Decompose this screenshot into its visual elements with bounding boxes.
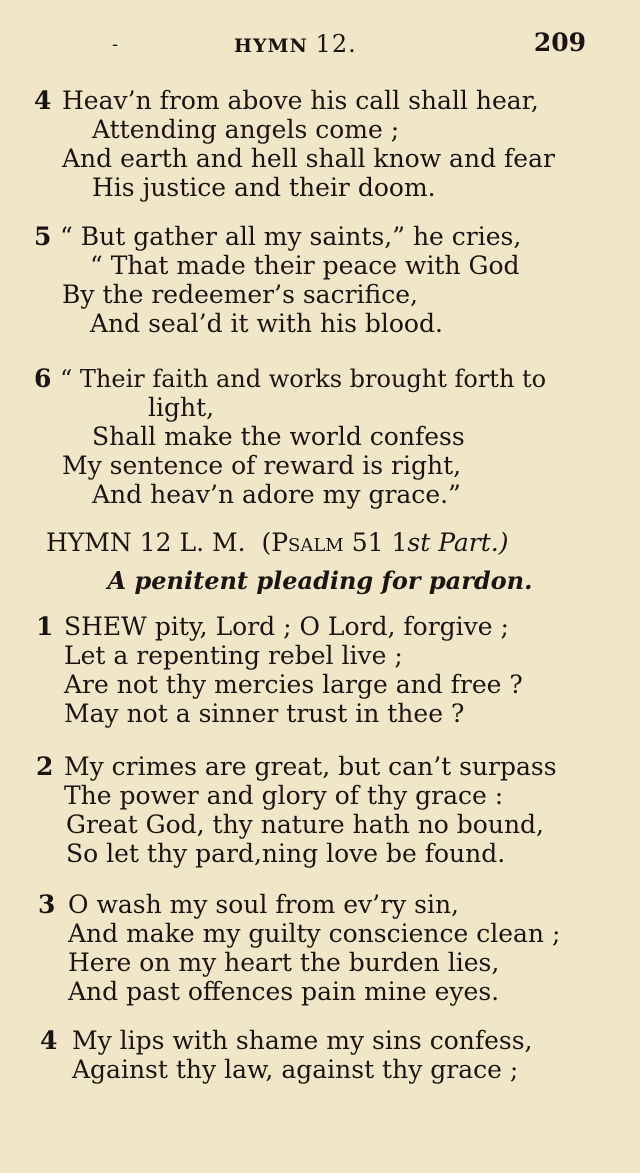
verse-line: And past offences pain mine eyes. — [68, 977, 500, 1006]
verse-line: light, — [148, 393, 215, 422]
verse-number: 5 — [34, 222, 52, 251]
verse-line: Against thy law, against thy grace ; — [72, 1055, 519, 1084]
verse-line: And seal’d it with his blood. — [90, 309, 443, 338]
hymn-subtitle: A penitent pleading for pardon. — [107, 566, 533, 595]
verse-line: “ Their faith and works brought forth to — [60, 365, 547, 393]
running-title-text: HYMN — [234, 35, 308, 57]
verse-line: And make my guilty conscience clean ; — [68, 919, 561, 948]
verse-line: By the redeemer’s sacrifice, — [62, 280, 418, 309]
verse-line: Shall make the world confess — [92, 422, 465, 451]
verse-line: My sentence of reward is right, — [62, 451, 462, 480]
verse-line: May not a sinner trust in thee ? — [64, 699, 465, 728]
verse-line: The power and glory of thy grace : — [64, 781, 504, 810]
hymn-psalm-part: Part.) — [438, 528, 509, 557]
verse-line: Let a repenting rebel live ; — [64, 641, 403, 670]
verse-line: And earth and hell shall know and fear — [62, 144, 555, 173]
header-dash: - — [112, 34, 119, 55]
verse-number: 1 — [36, 612, 54, 641]
verse-line: My lips with shame my sins confess, — [72, 1026, 533, 1055]
verse-line: Heav’n from above his call shall hear, — [62, 86, 539, 115]
verse-number: 4 — [34, 86, 52, 115]
verse-line: Here on my heart the burden lies, — [68, 948, 500, 977]
verse-line: His justice and their doom. — [92, 173, 436, 202]
verse-line: “ That made their peace with God — [90, 251, 520, 280]
page-header — [0, 30, 640, 60]
hymn-psalm-ordinal: st — [407, 528, 431, 557]
verse-line: Attending angels come ; — [92, 115, 400, 144]
verse-line: So let thy pard,ning love be found. — [66, 839, 506, 868]
running-title-number: 12. — [315, 30, 357, 58]
hymn-title-main: HYMN 12 L. M. — [46, 528, 246, 557]
hymn-psalm-number: 51 1 — [351, 528, 408, 557]
verse-line: “ But gather all my saints,” he cries, — [60, 222, 522, 251]
hymn-psalm-open: (P — [261, 528, 289, 557]
page-number: 209 — [533, 28, 586, 57]
verse-number: 6 — [34, 364, 52, 393]
verse-line: O wash my soul from ev’ry sin, — [68, 890, 459, 919]
verse-line: And heav’n adore my grace.” — [92, 480, 461, 509]
verse-line: Are not thy mercies large and free ? — [64, 670, 523, 699]
verse-line: SHEW pity, Lord ; O Lord, forgive ; — [64, 612, 509, 641]
hymn-psalm-smallcaps: SALM — [288, 535, 344, 556]
verse-line: Great God, thy nature hath no bound, — [66, 810, 545, 839]
running-title — [234, 30, 357, 58]
hymn-title — [46, 528, 509, 557]
verse-number: 4 — [40, 1026, 58, 1055]
verse-number: 3 — [38, 890, 56, 919]
verse-line: My crimes are great, but can’t surpass — [64, 752, 557, 781]
verse-number: 2 — [36, 752, 54, 781]
